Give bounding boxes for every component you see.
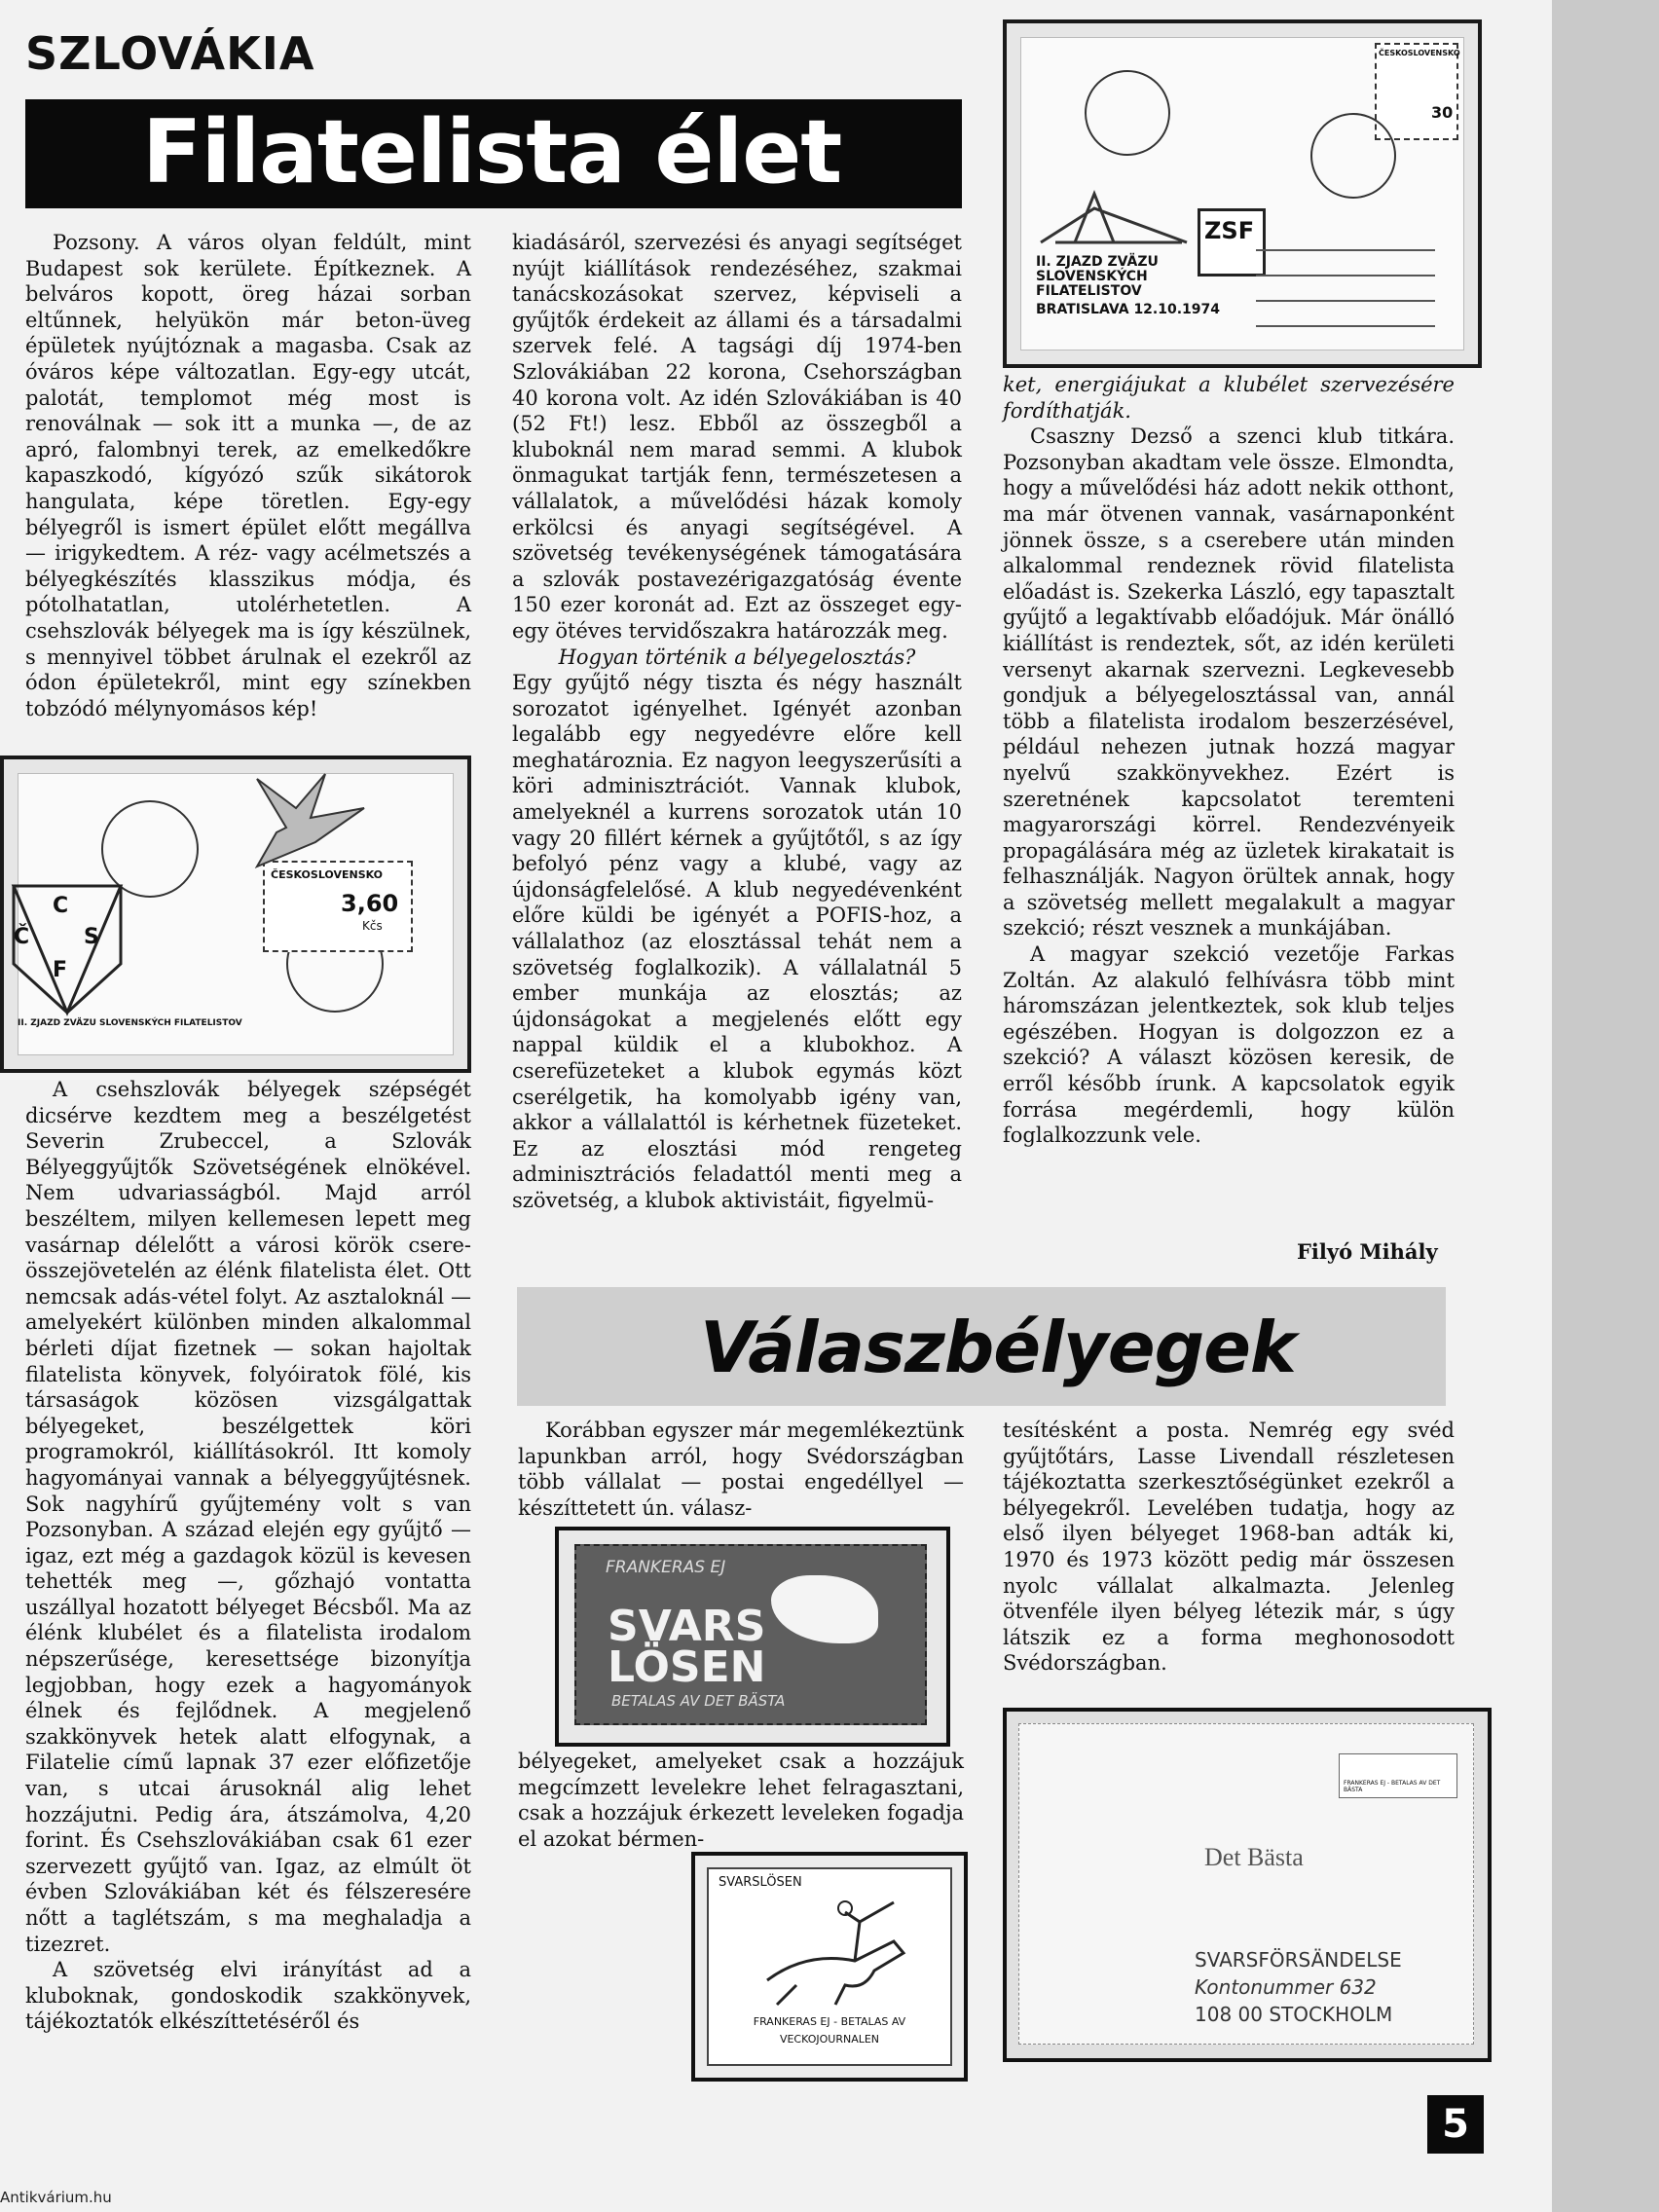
flower-logo-icon [199,769,374,876]
article1-paragraph-4: kiadásáról, szervezési és anyagi segítséget nyújt kiállítások rendezéséhez, szakmai tanácskozásokat szervez, képviseli a gyűjtők érdekeit az állami és a társadalmi szervek felé. A tagsági díj 1974-ben Szlovákiában 22 korona, Csehországban 40 korona volt. Az idén Szlovákiában is 40 (52 Ft!) lesz. Ebből az összegből a kluboknál nem marad semmi. A klubok önmagukat tartják fenn, természetesen a vállalatok, a művelődési házak komoly erkölcsi és anyagi segítségével. A szövetség tevékenységének támogatására a szlovák postavezérigazgatóság évente 150 ezer koronát ad. Ezt az összeget egy-egy ötéves tervidőszakra határozzák meg. [512,231,962,643]
page-number: 5 [1427,2095,1484,2154]
article1-subheading: Hogyan történik a bélyegelosztás? [558,645,916,669]
postcard-postmark-1 [1085,70,1170,156]
article1-paragraph-intro: Pozsony. A város olyan feldúlt, mint Budapest sok kerülete. Építkeznek. A belváros kopott, öreg házai sorban eltűnnek, helyükön már beton-üveg épületek nyújtóznak a magasba. Csak az óváros képe változatlan. Egy-egy utcát, palotát, templomot még most is renoválnak — sok itt a munka —, de az apró, falombnyi terek, az emelkedőkre kapaszkodó, kígyózó szűk sikátorok hangulata, képe töretlen. Egy-egy bélyegről is ismert épület előtt megállva — irigykedtem. A réz- vagy acélmetszés a bélyegkészítés klasszikus módja, és pótolhatatlan, utolérhetetlen. A csehszlovák bélyegek ma is így készülnek, s mennyivel többet árulnak el ezekről az ódon épületekről, mint egy színekben tobzódó mélynyomásos kép! [25,231,471,720]
article2-title: Válaszbélyegek [700,1307,1296,1388]
article1-paragraph-2: A csehszlovák bélyegek szépségét dicsérve kezdtem meg a beszélgetést Severin Zrubeccel, a Szlovák Bélyeggyűjtők Szövetségének elnökével. Nem udvariasságból. Majd arról beszéltem, milyen kellemesen lepett meg vasárnap délelőtt a városi körök csere-összejövetelén az élénk filatelista élet. Ott nemcsak adás-vétel folyt. Az asztaloknál — amelyekért különben minden alkalommal bérleti díjat fizetnek — sokan hajoltak filatelista könyvek, folyóiratok fölé, kis társaságok közösen vizsgálgattak bélyegeket, beszélgettek köri programokról, kiállításokról. Itt komoly hagyományai vannak a bélyeggyűjtésnek. Sok nagyhírű gyűjtemény volt s van Pozsonyban. A század elején egy gyűjtő — igaz, ezt még a gazdagok közül is kevesen tehették meg —, gőzhajó vontatta uszállyal hozatott bélyeget Bécsből. Ma az élénk klubélet és a filatelista irodalom népszerűsége, keresettsége bizonyítja legjobban, hogy ezek a hagyományok élnek és fejlődnek. A megjelenő szakkönyvek hetek alatt elfogynak, a Filatelie című lapnak 37 ezer előfizetője van, s utcai árusoknál alig lehet hozzájutni. Pedig ára, átszámolva, 4,20 forint. És Csehszlovákiában csak 61 ezer szervezett gyűjtő van. Igaz, az elmúlt öt évben Szlovákiában két és félszeresére nőtt a taglétszám, s ma meghaladja a tizezret. [25,1078,471,1956]
svars-losen-stamp: FRANKERAS EJ SVARS LÖSEN BETALAS AV DET BÄSTA [555,1527,950,1747]
article2-column-left-top [518,1418,964,1521]
section-label: SZLOVÁKIA [25,27,315,80]
article1-paragraph-7: Csaszny Dezső a szenci klub titkára. Pozsonyban akadtam vele össze. Elmondta, hogy a művelődési ház adott nekik otthont, ma már ötvenen vannak, vasárnaponként jönnek össze, s a cserebere után minden alkalommal rendeznek rövid filatelista előadást is. Szekerka László, egy tapasztalt gyűjtő a legaktívabb előadójuk. Már önálló kiállítást is rendeztek, sőt, az idén kerületi versenyt akarnak szervezni. Legkevesebb gondjuk a bélyegelosztással van, annál több a filatelista irodalom beszerzésével, például nehezen jutnak hozzá magyar nyelvű szakkönyvekhez. Ezért is szeretnének kapcsolatot teremteni magyarországi körrel. Rendezvényeik propagálására még az üzletek kirakatait is felhasználják. Nagyon örültek annak, hogy a szövetség mellett megalakult a magyar szekció; részt vesznek a munkájában. [1003,424,1455,940]
article2-column-left-bottom [518,1749,964,1852]
article1-paragraph-3: A szövetség elvi irányítást ad a kluboknak, gondoskodik szakkönyvek, tájékoztatók elkészíttetéséről és [25,1958,471,2034]
postcard-stamp: ČESKOSLOVENSKO 30 [1375,43,1458,140]
zsf-logo: ZSF [1198,208,1266,276]
source-watermark: Antikvárium.hu [0,2189,112,2206]
reply-letter-image: FRANKERAS EJ - BETALAS AV DET BÄSTA Det Bästa SVARSFÖRSÄNDELSE Kontonummer 632 108 00 STOCKHOLM [1003,1708,1492,2062]
article-title: Filatelista élet [142,101,842,203]
article1-paragraph-8: A magyar szekció vezetője Farkas Zoltán. Az alakuló felhívásra több mint háromszázan jelentkeztek, sok klub teljes egészében. Hogyan is dolgozzon ez a szekció? A választ közösen keresik, de erről később írunk. A kapcsolatok egyik forrása megérdemli, hogy külön foglalkozzunk vele. [1003,942,1455,1148]
article2-column-right [1003,1418,1455,1677]
article2-title-bar [517,1287,1446,1406]
article2-paragraph-2: bélyegeket, amelyeket csak a hozzájuk megcímzett levelekre lehet felragasztani, csak a hozzájuk érkezett leveleken fogadja el azokat bérmen- [518,1750,964,1851]
scan-margin [1552,0,1659,2212]
rider-stamp: SVARSLÖSEN FRANKERAS EJ - BETALAS AV VECKOJOURNALEN [691,1852,968,2082]
bridge-skyline-icon [1036,189,1192,247]
letter-stamp: FRANKERAS EJ - BETALAS AV DET BÄSTA [1339,1753,1457,1798]
article1-column1-top [25,230,471,721]
envelope-stamp: ČESKOSLOVENSKO 3,60 Kčs [263,861,413,952]
article1-paragraph-5: Egy gyűjtő négy tiszta és négy használt sorozatot igényelhet. Igényét azonban legalább egy negyedévre előre kell meghatároznia. Ez nagyon leegyszerűsíti a köri adminisztrációt. Vannak klubok, amelyeknél a kurrens sorozatok után 10 vagy 20 fillért kérnek a gyűjtőtől, s az így befolyó pénz vagy a klubé, vagy az újdonságfelelősé. A klub negyedévenként előre küldi be igényét a POFIS-hoz, a vállalathoz (az elosztással tehát nem a szövetség foglalkozik). A vállalatnál 5 ember munkája az elosztás; az újdonságokat a megjelenés előtt egy nappal küldik el a klubokhoz. A cserefüzeteket a klubok egymás közt cserélgetik, ha komolyabb igény van, akkor a vállalattól is kérhetnek füzeteket. Ez az elosztási mód rengeteg adminisztrációs feladattól menti meg a szövetség, a klubok aktivistáit, figyelmü- [512,671,962,1212]
article2-paragraph-1: Korábban egyszer már megemlékeztünk lapunkban arról, hogy Svédországban több vállalat — postai engedéllyel — készíttetett ún. válasz- [518,1419,964,1520]
postcard-congress-text: II. ZJAZD ZVÄZU SLOVENSKÝCH FILATELISTOV [1036,254,1159,299]
article1-column3 [1003,372,1455,1149]
envelope-image: ČESKOSLOVENSKO 3,60 Kčs C Č S F II. ZJAZD ZVÄZU SLOVENSKÝCH FILATELISTOV [0,756,471,1073]
article1-paragraph-6: ket, energiájukat a klubélet szervezésére fordíthatják. [1003,373,1455,423]
article1-column2 [512,230,962,1214]
postcard-postmark-2 [1310,113,1396,199]
article1-column1-bottom [25,1077,471,2035]
article1-author: Filyó Mihály [1297,1239,1438,1264]
envelope-icon [771,1575,878,1643]
postcard-place-date: BRATISLAVA 12.10.1974 [1036,302,1221,317]
horse-rider-icon [748,1893,913,2009]
envelope-caption: II. ZJAZD ZVÄZU SLOVENSKÝCH FILATELISTOV [18,1018,242,1028]
article2-paragraph-3: tesítésként a posta. Nemrég egy svéd gyűjtőtárs, Lasse Livendall részletesen tájékoztatta szerkesztőségünket ezekről a bélyegekről. Levelében tudatja, hogy az első ilyen bélyeget 1968-ban adták ki, 1970 és 1973 között pedig már összesen nyolc vállalat alkalmazta. Jelenleg ötvenféle ilyen bélyeg létezik már, s úgy látszik ez a forma meghonosodott Svédországban. [1003,1419,1455,1676]
article-title-bar [25,99,962,208]
postcard-image [1003,19,1482,368]
